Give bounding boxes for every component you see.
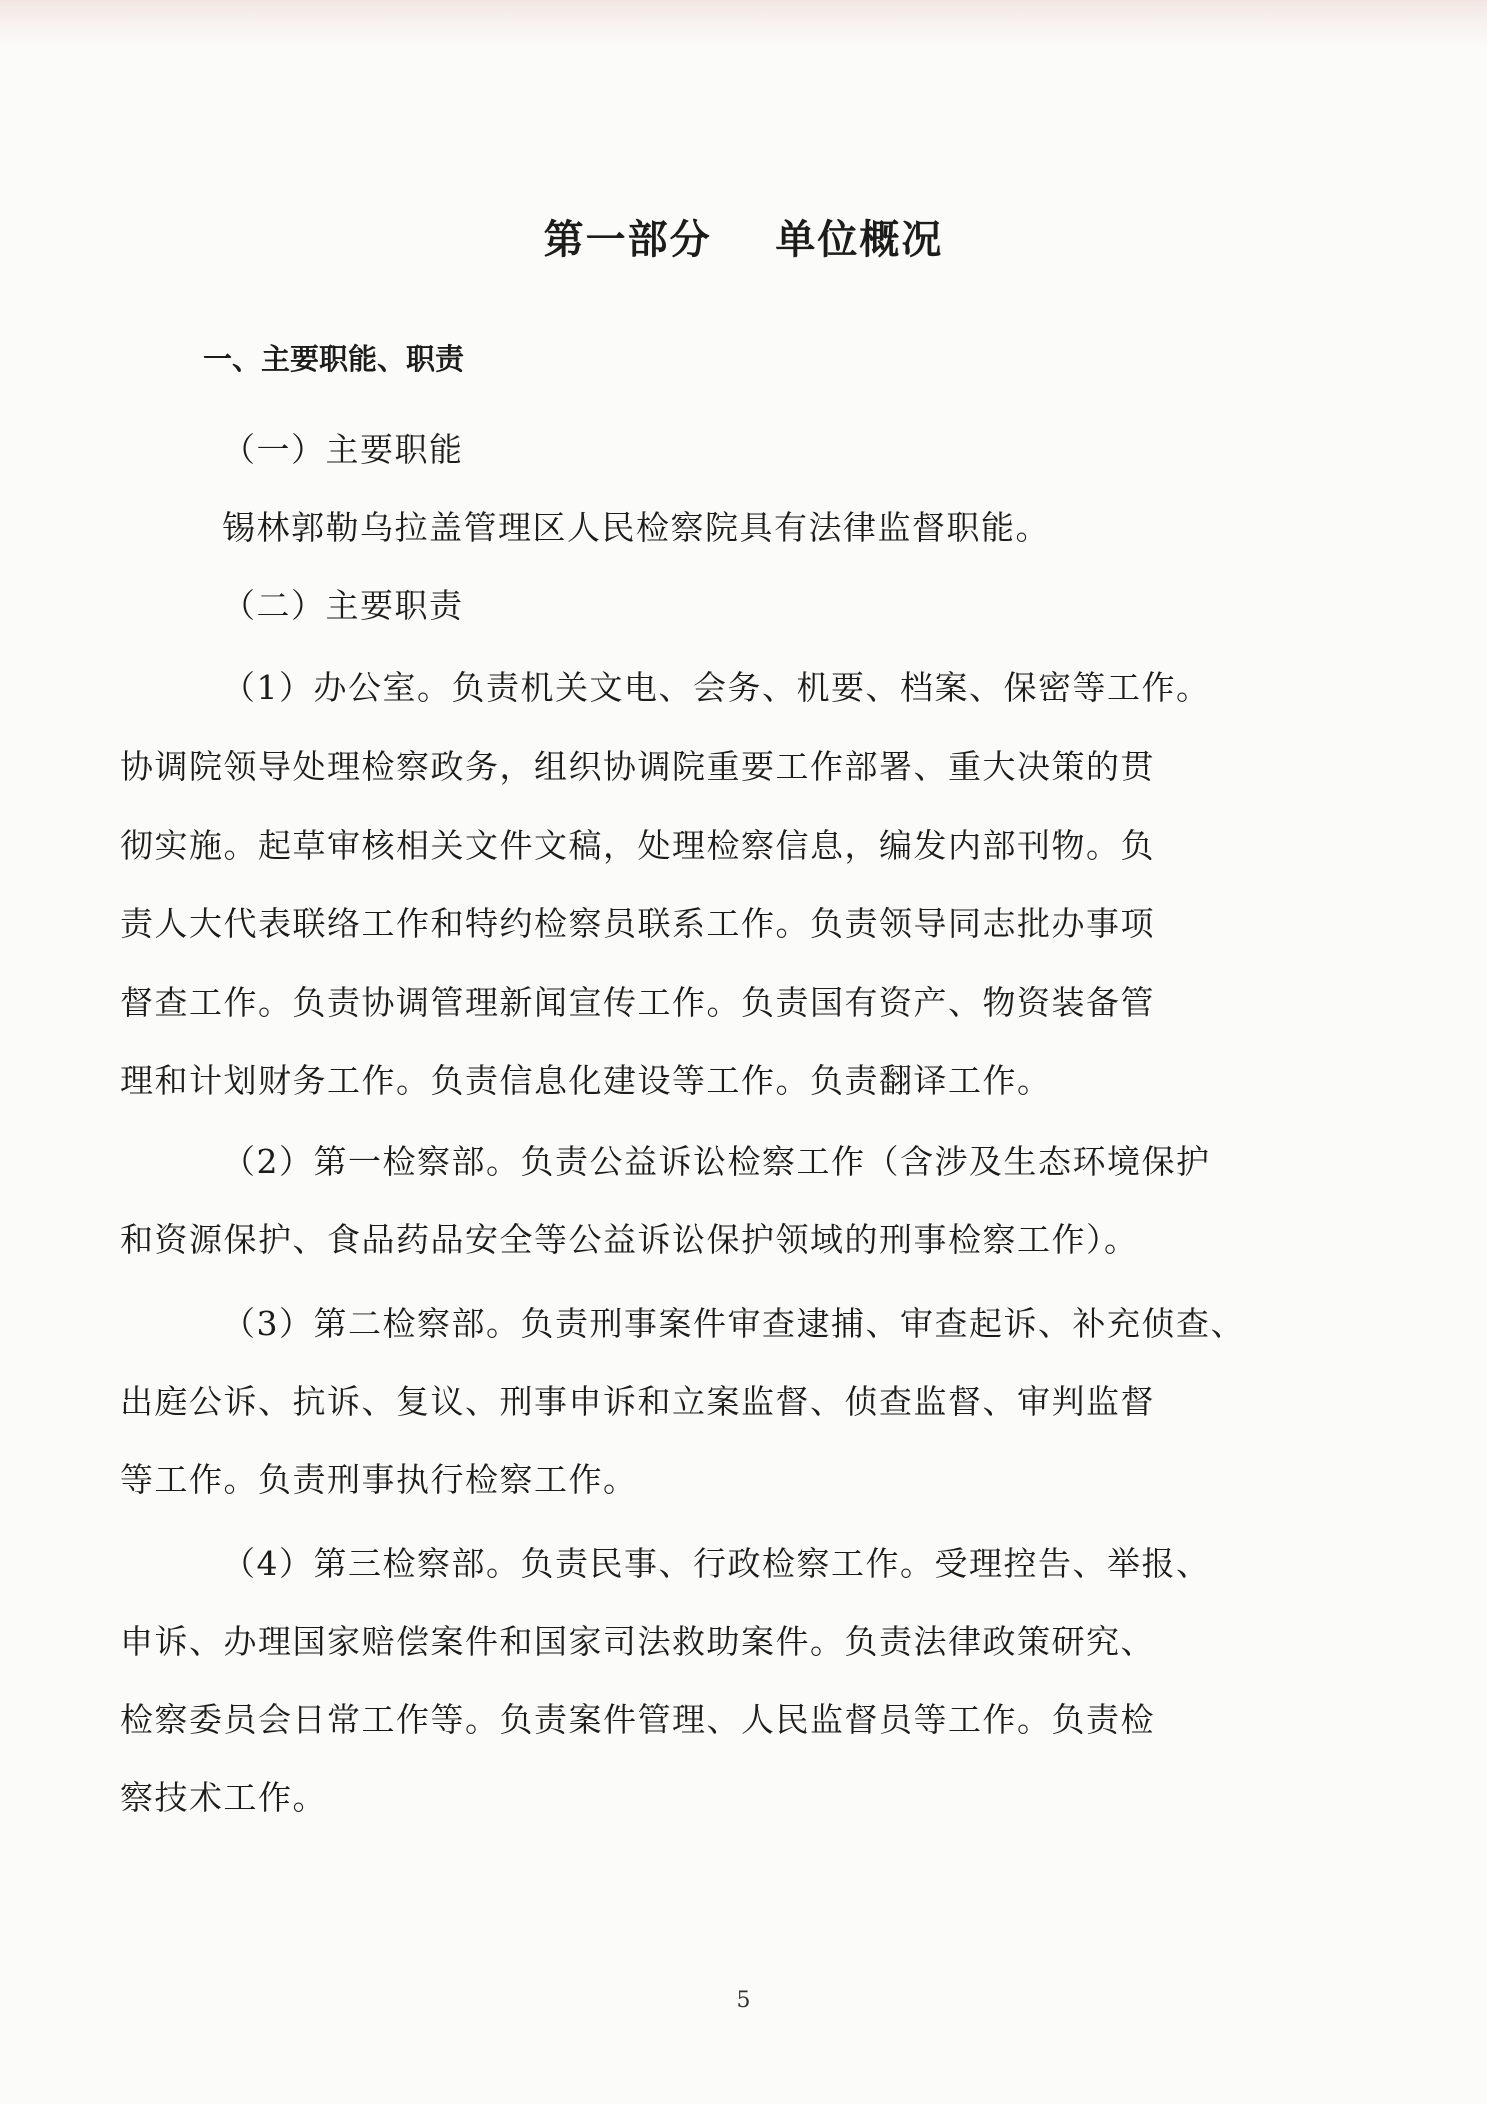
paragraph-line: 理和计划财务工作。负责信息化建设等工作。负责翻译工作。 [120,1061,1052,1100]
paragraph-line: （3）第二检察部。负责刑事案件审查逮捕、审查起诉、补充侦查、 [222,1304,1245,1343]
subheading-main-functions: （一）主要职能 [222,430,464,469]
paragraph-line: 彻实施。起草审核相关文件文稿，处理检察信息，编发内部刊物。负 [120,826,1155,865]
paragraph-line: 责人大代表联络工作和特约检察员联系工作。负责领导同志批办事项 [120,904,1155,943]
paragraph-line: 督查工作。负责协调管理新闻宣传工作。负责国有资产、物资装备管 [120,983,1155,1022]
paragraph-line: 协调院领导处理检察政务，组织协调院重要工作部署、重大决策的贯 [120,747,1155,786]
page-title: 第一部分 单位概况 [543,217,944,263]
paragraph-line: 等工作。负责刑事执行检察工作。 [120,1460,638,1499]
paragraph-line: 出庭公诉、抗诉、复议、刑事申诉和立案监督、侦查监督、审判监督 [120,1382,1155,1421]
paragraph-line: 察技术工作。 [120,1778,327,1817]
page-number: 5 [736,1988,751,2013]
paragraph-line: （1）办公室。负责机关文电、会务、机要、档案、保密等工作。 [222,668,1211,707]
paragraph-line: 申诉、办理国家赔偿案件和国家司法救助案件。负责法律政策研究、 [120,1622,1155,1661]
paragraph-line: （4）第三检察部。负责民事、行政检察工作。受理控告、举报、 [222,1544,1211,1583]
paragraph-line: （2）第一检察部。负责公益诉讼检察工作（含涉及生态环境保护 [222,1142,1211,1181]
paragraph-line: 和资源保护、食品药品安全等公益诉讼保护领域的刑事检察工作）。 [120,1220,1139,1259]
section-heading: 一、主要职能、职责 [203,342,465,376]
scan-edge-shading [0,0,1487,48]
subheading-main-duties: （二）主要职责 [222,586,464,625]
paragraph-line: 检察委员会日常工作等。负责案件管理、人民监督员等工作。负责检 [120,1700,1155,1739]
function-statement: 锡林郭勒乌拉盖管理区人民检察院具有法律监督职能。 [222,508,1050,547]
